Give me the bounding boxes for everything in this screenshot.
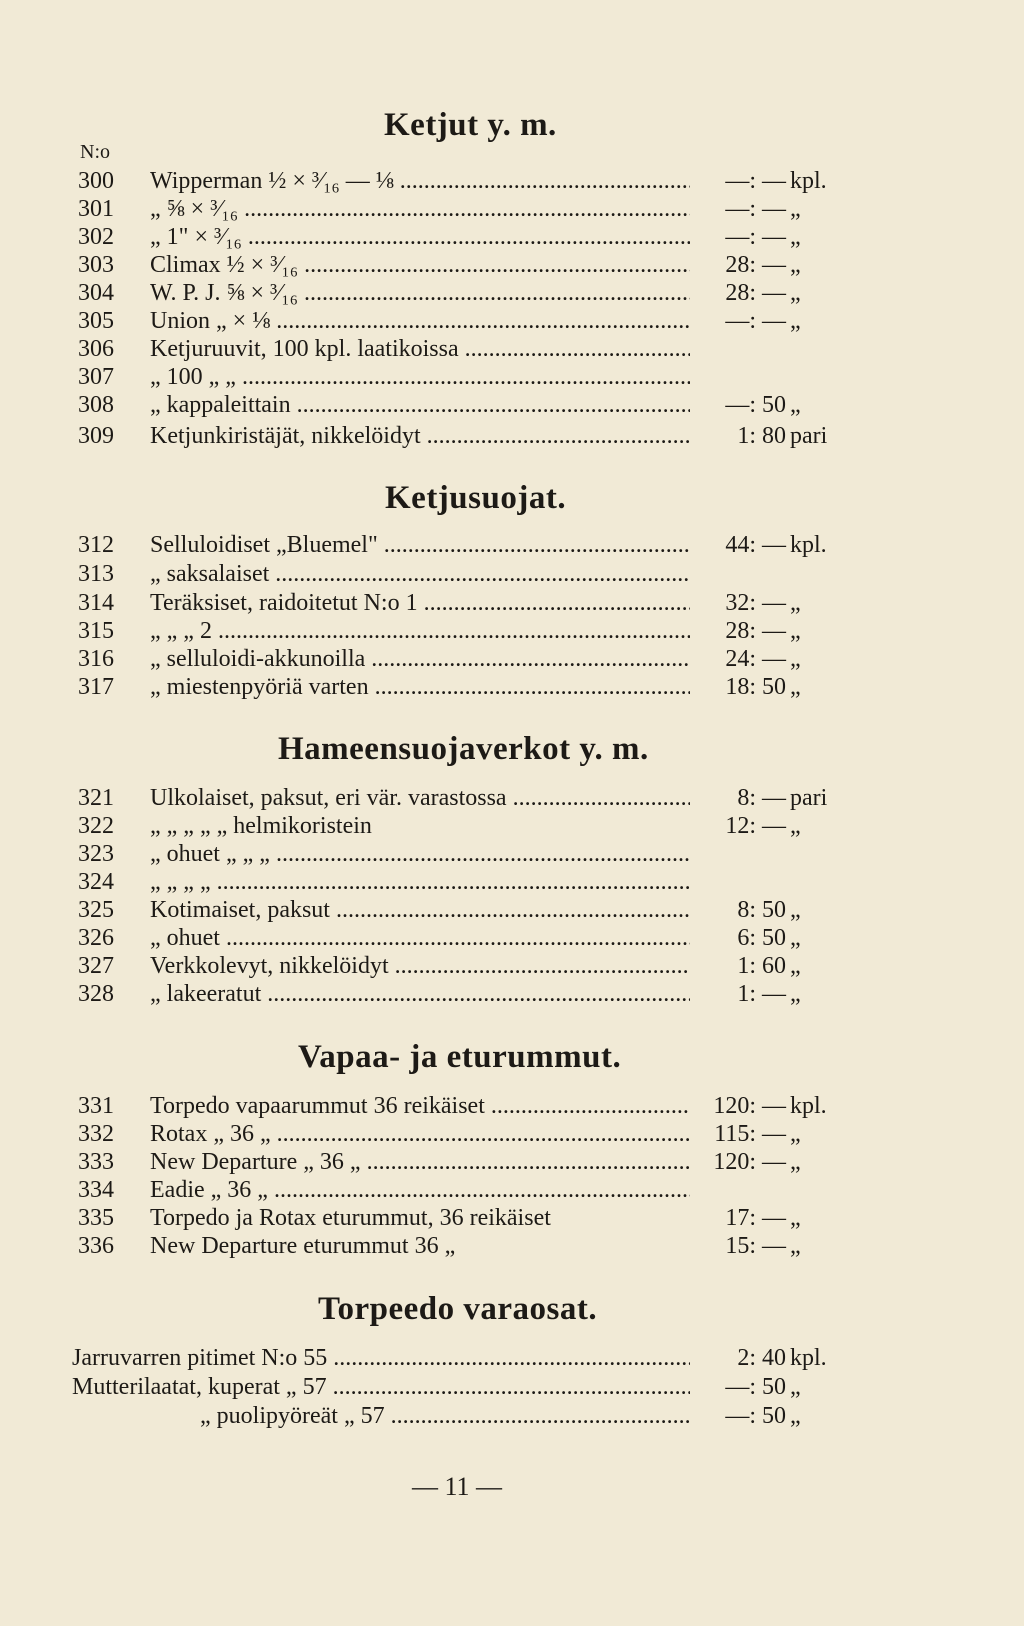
item-number: 332: [78, 1121, 114, 1147]
item-price: —: 50: [721, 391, 786, 419]
item-description: „ kappaleittain .....: [150, 391, 690, 419]
item-description: Torpedo vapaarummut 36 reikäiset .....: [150, 1092, 690, 1120]
list-item: [0, 195, 1024, 223]
item-price: —: —: [721, 167, 786, 195]
list-item: [0, 1402, 1024, 1430]
list-item: [0, 167, 1024, 195]
item-description: „ „ „ „ .....: [150, 868, 690, 896]
item-description: „ ohuet .....: [150, 924, 690, 952]
list-item: [0, 589, 1024, 617]
item-number: 326: [78, 925, 114, 951]
item-unit: „: [790, 1233, 801, 1259]
section-title-vapaa-ja-eturummut: Vapaa- ja eturummut.: [298, 1039, 622, 1075]
item-number: 308: [78, 392, 114, 418]
list-item: [0, 335, 1024, 363]
item-number: 325: [78, 897, 114, 923]
item-description: Mutterilaatat, kuperat „ 57 .....: [72, 1373, 690, 1401]
item-number: 300: [78, 168, 114, 194]
item-unit: kpl.: [790, 168, 827, 194]
item-description: Rotax „ 36 „ .....: [150, 1120, 690, 1148]
item-description: Ketjunkiristäjät, nikkelöidyt .....: [150, 422, 690, 450]
list-item: [0, 251, 1024, 279]
list-item: [0, 307, 1024, 335]
item-unit: „: [790, 674, 801, 700]
item-unit: „: [790, 953, 801, 979]
item-unit: „: [790, 590, 801, 616]
list-item: [0, 645, 1024, 673]
item-number: 336: [78, 1233, 114, 1259]
list-item: [0, 1204, 1024, 1232]
item-description: Wipperman ½ × ³⁄₁₆ — ⅛ .....: [150, 167, 690, 195]
item-price: 28: —: [721, 251, 786, 279]
item-price: 120: —: [709, 1148, 786, 1176]
section-title-ketjut: Ketjut y. m.: [384, 107, 557, 143]
item-unit: „: [790, 981, 801, 1007]
list-item: [0, 422, 1024, 450]
item-price: 1: 80: [733, 422, 786, 450]
list-item: [0, 223, 1024, 251]
list-item: [0, 952, 1024, 980]
item-price: 28: —: [721, 617, 786, 645]
item-description: „ selluloidi-akkunoilla .....: [150, 645, 690, 673]
list-item: [0, 1120, 1024, 1148]
item-number: 306: [78, 336, 114, 362]
item-unit: „: [790, 1403, 801, 1429]
section-title-ketjusuojat: Ketjusuojat.: [385, 480, 567, 516]
item-unit: kpl.: [790, 532, 827, 558]
list-item: [0, 840, 1024, 868]
section-title-hameensuojaverkot: Hameensuojaverkot y. m.: [278, 731, 649, 767]
item-price: 12: —: [721, 812, 786, 840]
list-item: [0, 1344, 1024, 1372]
number-column-header: N:o: [80, 141, 110, 163]
item-number: 331: [78, 1093, 114, 1119]
item-unit: „: [790, 1205, 801, 1231]
list-item: [0, 980, 1024, 1008]
item-description: „ ohuet „ „ „ .....: [150, 840, 690, 868]
list-item: [0, 924, 1024, 952]
item-price: 15: —: [721, 1232, 786, 1260]
item-number: 312: [78, 532, 114, 558]
item-description: Kotimaiset, paksut .....: [150, 896, 690, 924]
item-price: 44: —: [721, 531, 786, 559]
list-item: [0, 363, 1024, 391]
item-description: Verkkolevyt, nikkelöidyt .....: [150, 952, 690, 980]
list-item: [0, 391, 1024, 419]
item-price: 8: 50: [733, 896, 786, 924]
item-price: 120: —: [709, 1092, 786, 1120]
item-price: 32: —: [721, 589, 786, 617]
item-number: 317: [78, 674, 114, 700]
item-number: 327: [78, 953, 114, 979]
list-item: [0, 812, 1024, 840]
item-description: Jarruvarren pitimet N:o 55 .....: [72, 1344, 690, 1372]
item-number: 324: [78, 869, 114, 895]
item-unit: „: [790, 618, 801, 644]
item-description: „ puolipyöreät „ 57 .....: [200, 1402, 690, 1430]
item-description: „ saksalaiset .....: [150, 560, 690, 588]
item-number: 323: [78, 841, 114, 867]
item-price: 24: —: [721, 645, 786, 673]
item-unit: „: [790, 646, 801, 672]
item-number: 328: [78, 981, 114, 1007]
item-description: Torpedo ja Rotax eturummut, 36 reikäiset: [150, 1205, 551, 1231]
item-description: Teräksiset, raidoitetut N:o 1 .....: [150, 589, 690, 617]
item-number: 321: [78, 785, 114, 811]
item-price: —: 50: [721, 1373, 786, 1401]
item-number: 305: [78, 308, 114, 334]
item-description: „ 100 „ „ .....: [150, 363, 690, 391]
item-price: 6: 50: [733, 924, 786, 952]
item-description: „ 1" × ³⁄₁₆ .....: [150, 223, 690, 251]
item-number: 334: [78, 1177, 114, 1203]
item-unit: pari: [790, 785, 828, 811]
item-price: 17: —: [721, 1204, 786, 1232]
list-item: [0, 560, 1024, 588]
item-number: 302: [78, 224, 114, 250]
item-description: Selluloidiset „Bluemel" .....: [150, 531, 690, 559]
item-description: New Departure eturummut 36 „: [150, 1233, 456, 1259]
item-unit: „: [790, 1374, 801, 1400]
item-description: Union „ × ⅛ .....: [150, 307, 690, 335]
item-description: New Departure „ 36 „ .....: [150, 1148, 690, 1176]
list-item: [0, 1092, 1024, 1120]
list-item: [0, 784, 1024, 812]
item-price: 8: —: [733, 784, 786, 812]
list-item: [0, 868, 1024, 896]
item-unit: „: [790, 196, 801, 222]
list-item: [0, 1176, 1024, 1204]
item-unit: kpl.: [790, 1093, 827, 1119]
item-number: 333: [78, 1149, 114, 1175]
item-description: Ketjuruuvit, 100 kpl. laatikoissa .....: [150, 335, 690, 363]
item-price: 1: —: [733, 980, 786, 1008]
item-unit: „: [790, 925, 801, 951]
item-number: 304: [78, 280, 114, 306]
item-description: Ulkolaiset, paksut, eri vär. varastossa .....: [150, 784, 690, 812]
item-number: 313: [78, 561, 114, 587]
item-unit: kpl.: [790, 1345, 827, 1371]
item-number: 301: [78, 196, 114, 222]
item-price: 2: 40: [733, 1344, 786, 1372]
item-unit: „: [790, 308, 801, 334]
item-unit: pari: [790, 423, 828, 449]
list-item: [0, 1148, 1024, 1176]
item-unit: „: [790, 813, 801, 839]
item-price: 115: —: [710, 1120, 786, 1148]
section-title-torpeedo-varaosat: Torpeedo varaosat.: [318, 1291, 598, 1327]
list-item: [0, 1232, 1024, 1260]
item-number: 316: [78, 646, 114, 672]
list-item: [0, 279, 1024, 307]
item-description: W. P. J. ⅝ × ³⁄₁₆ .....: [150, 279, 690, 307]
item-price: 18: 50: [721, 673, 786, 701]
item-number: 309: [78, 423, 114, 449]
item-unit: „: [790, 280, 801, 306]
item-number: 335: [78, 1205, 114, 1231]
item-description: „ miestenpyöriä varten .....: [150, 673, 690, 701]
item-description: „ lakeeratut .....: [150, 980, 690, 1008]
item-unit: „: [790, 1121, 801, 1147]
item-number: 307: [78, 364, 114, 390]
item-unit: „: [790, 252, 801, 278]
item-price: —: —: [721, 307, 786, 335]
item-unit: „: [790, 224, 801, 250]
item-unit: „: [790, 1149, 801, 1175]
list-item: [0, 531, 1024, 559]
list-item: [0, 617, 1024, 645]
item-unit: „: [790, 897, 801, 923]
item-description: Eadie „ 36 „ .....: [150, 1176, 690, 1204]
item-number: 315: [78, 618, 114, 644]
item-price: —: 50: [721, 1402, 786, 1430]
item-price: —: —: [721, 223, 786, 251]
item-description: „ ⅝ × ³⁄₁₆ .....: [150, 195, 690, 223]
list-item: [0, 896, 1024, 924]
item-price: 28: —: [721, 279, 786, 307]
item-unit: „: [790, 392, 801, 418]
item-description: Climax ½ × ³⁄₁₆ .....: [150, 251, 690, 279]
item-description: „ „ „ „ „ helmikoristein: [150, 813, 372, 839]
list-item: [0, 1373, 1024, 1401]
item-description: „ „ „ 2 .....: [150, 617, 690, 645]
item-number: 303: [78, 252, 114, 278]
list-item: [0, 673, 1024, 701]
page-number: — 11 —: [412, 1472, 503, 1501]
item-price: —: —: [721, 195, 786, 223]
item-number: 322: [78, 813, 114, 839]
item-price: 1: 60: [733, 952, 786, 980]
item-number: 314: [78, 590, 114, 616]
